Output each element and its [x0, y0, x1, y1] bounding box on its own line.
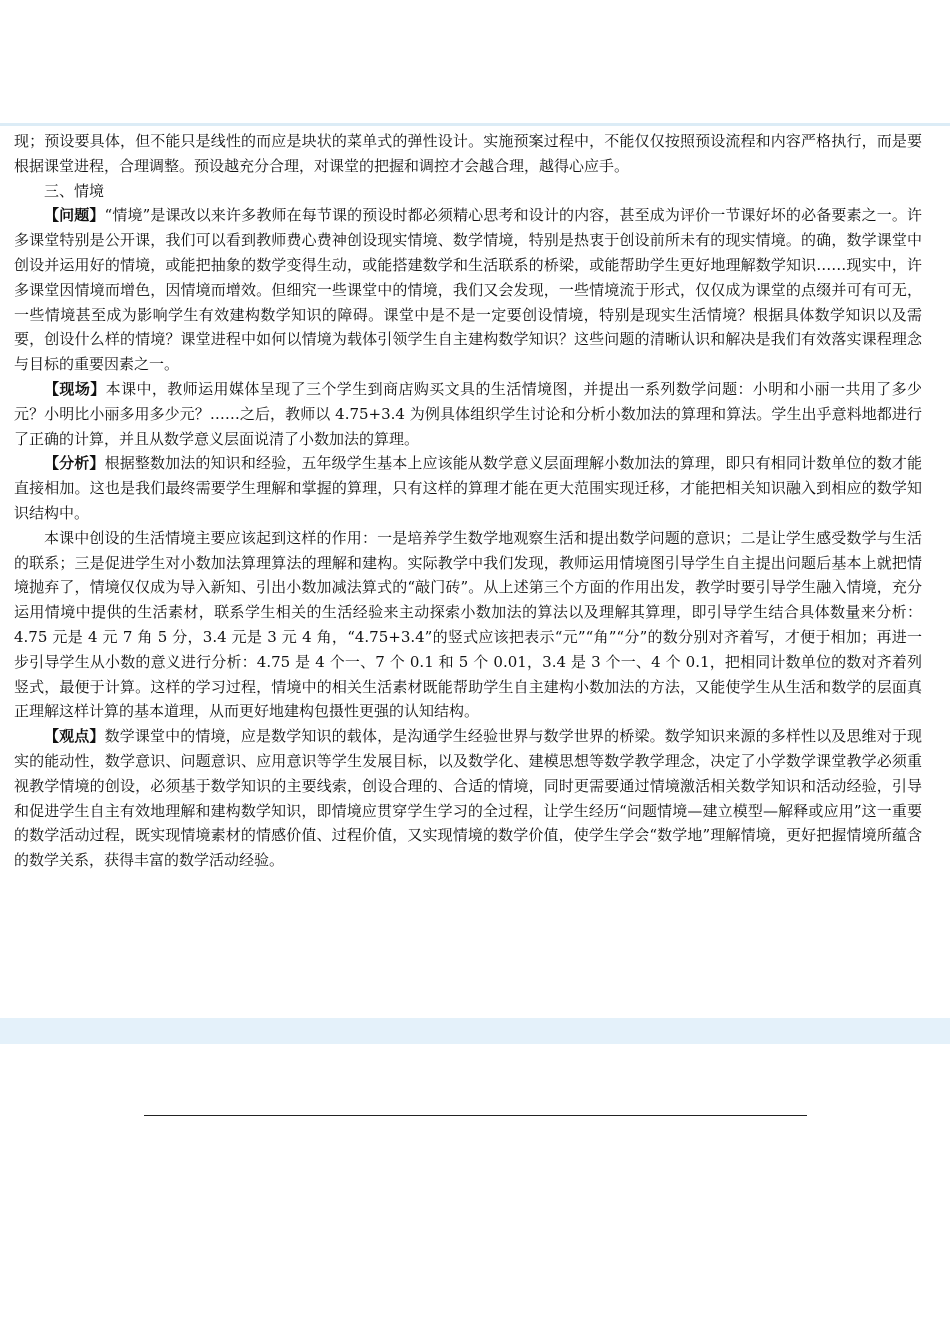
- view-text: 数学课堂中的情境，应是数学知识的载体，是沟通学生经验世界与数学世界的桥梁。数学知识来源的多样性以及思维对于现实的能动性，数学意识、问题意识、应用意识等学生发展目标，以及数学化、建模思想等数学教学理念，决定了小学数学课堂教学必须重视教学情境的创设，必须基于数学知识的主要线索，创设合理的、合适的情境，同时更需要通过情境激活相关数学知识和活动经验，引导和促进学生自主有效地理解和建构数学知识，即情境应贯穿学生学习的全过程，让学生经历“问题情境—建立模型—解释或应用”这一重要的数学活动过程，既实现情境素材的情感价值、过程价值，又实现情境的数学价值，使学生学会“数学地”理解情境，更好把握情境所蕴含的数学关系，获得丰富的数学活动经验。: [14, 727, 922, 870]
- top-divider: [0, 123, 950, 126]
- section-heading: 三、情境: [44, 181, 105, 200]
- scene-tag: 【现场】: [44, 379, 106, 398]
- scene-text: 本课中，教师运用媒体呈现了三个学生到商店购买文具的生活情境图，并提出一系列数学问题：小明和小丽一共用了多少元？小明比小丽多用多少元？……之后，教师以 4.75+3.4 为例具体组织学生讨论和分析小数加法的算理和算法。学生出乎意料地都进行了正确的计算，并且从数学意义层面说清了小数加法的算理。: [14, 379, 922, 448]
- continuation-paragraph: 现；预设要具体，但不能只是线性的而应是块状的菜单式的弹性设计。实施预案过程中，不能仅仅按照预设流程和内容严格执行，而是要根据课堂进程，合理调整。预设越充分合理，对课堂的把握和调控才会越合理，越得心应手。: [14, 132, 922, 175]
- analysis-text: 根据整数加法的知识和经验，五年级学生基本上应该能从数学意义层面理解小数加法的算理，即只有相同计数单位的数才能直接相加。这也是我们最终需要学生理解和掌握的算理，只有这样的算理才能在更大范围实现迁移，才能把相关知识融入到相应的数学知识结构中。: [14, 454, 922, 522]
- view-paragraph: [14, 724, 922, 873]
- scene-paragraph: [14, 377, 922, 451]
- footer-rule: [144, 1115, 807, 1116]
- problem-paragraph: [14, 203, 922, 377]
- analysis-paragraph: [14, 451, 922, 525]
- problem-text: “情境”是课改以来许多教师在每节课的预设时都必须精心思考和设计的内容，甚至成为评价一节课好坏的必备要素之一。许多课堂特别是公开课，我们可以看到教师费心费神创设现实情境、数学情境，特别是热衷于创设前所未有的现实情境。的确，数学课堂中创设并运用好的情境，或能把抽象的数学变得生动，或能搭建数学和生活联系的桥梁，或能帮助学生更好地理解数学知识……现实中，许多课堂因情境而增色，因情境而增效。但细究一些课堂中的情境，我们又会发现，一些情境流于形式，仅仅成为课堂的点缀并可有可无，一些情境甚至成为影响学生有效建构数学知识的障碍。课堂中是不是一定要创设情境，特别是现实生活情境？根据具体数学知识以及需要，创设什么样的情境？课堂进程中如何以情境为载体引领学生自主建构数学知识？这些问题的清晰认识和解决是我们有效落实课程理念与目标的重要因素之一。: [14, 206, 922, 374]
- view-tag: 【观点】: [44, 727, 105, 746]
- document-body: [14, 129, 922, 873]
- problem-tag: 【问题】: [44, 206, 105, 225]
- analysis-tag: 【分析】: [44, 454, 105, 473]
- bottom-band: [0, 1018, 950, 1044]
- role-paragraph: 本课中创设的生活情境主要应该起到这样的作用：一是培养学生数学地观察生活和提出数学问题的意识；二是让学生感受数学与生活的联系；三是促进学生对小数加法算理算法的理解和建构。实际教学中我们发现，教师运用情境图引导学生自主提出问题后基本上就把情境抛弃了，情境仅仅成为导入新知、引出小数加减法算式的“敲门砖”。从上述第三个方面的作用出发，教学时要引导学生融入情境，充分运用情境中提供的生活素材，联系学生相关的生活经验来主动探索小数加法的算法以及理解其算理，即引导学生结合具体数量来分析：4.75 元是 4 元 7 角 5 分，3.4 元是 3 元 4 角，“4.75+3.4”的竖式应该把表示“元”“角”“分”的数分别对齐着写，才便于相加；再进一步引导学生从小数的意义进行分析：4.75 是 4 个一、7 个 0.1 和 5 个 0.01，3.4 是 3 个一、4 个 0.1，把相同计数单位的数对齐着列竖式，最便于计算。这样的学习过程，情境中的相关生活素材既能帮助学生自主建构小数加法的方法，又能使学生从生活和数学的层面真正理解这样计算的基本道理，从而更好地建构包摄性更强的认知结构。: [14, 528, 922, 721]
